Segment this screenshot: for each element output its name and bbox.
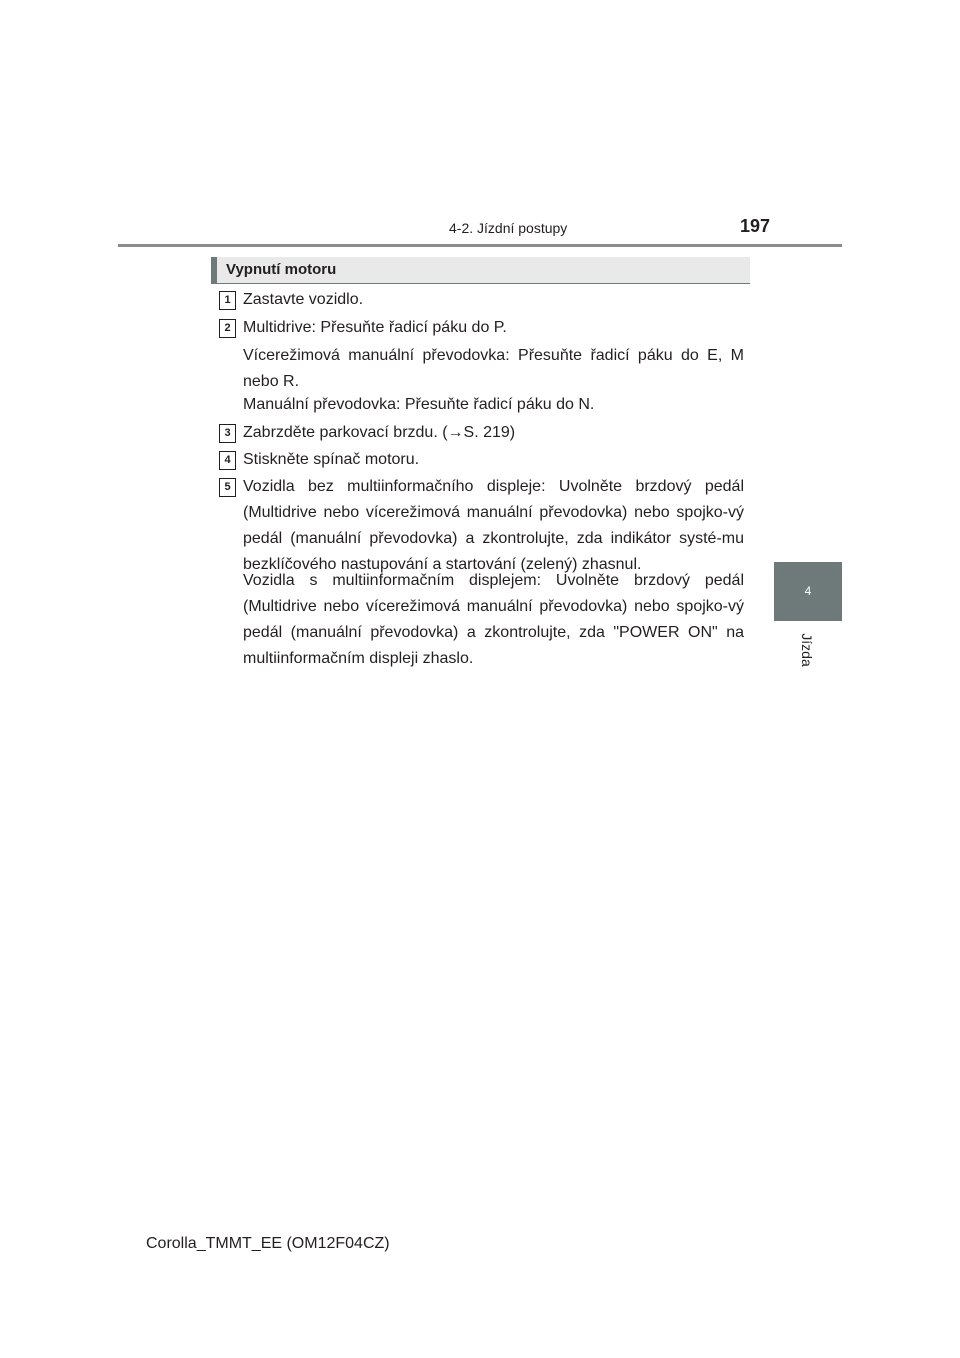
step-text-continuation: Vícerežimová manuální převodovka: Přesuňte řadicí páku do E, M nebo R. [243, 347, 744, 390]
step-number-badge: 1 [219, 291, 236, 310]
step-number-badge: 2 [219, 319, 236, 338]
step-text: Zastavte vozidlo. [243, 291, 364, 308]
running-header-section: 4-2. Jízdní postupy [449, 220, 568, 236]
step-number-badge: 5 [219, 478, 236, 497]
section-heading-accent [211, 257, 217, 283]
chapter-tab [774, 562, 842, 621]
header-divider [118, 244, 842, 247]
step-text-continuation: Vozidla s multiinformačním displejem: Uvolněte brzdový pedál (Multidrive nebo vícerežimová manuální převodovka) nebo spojko-vý pedál (manuální převodovka) a zkontrolujte, zda "POWER ON" na multiinformačním displeji zhaslo. [243, 572, 744, 667]
step-text: Zabrzděte parkovací brzdu. (→S. 219) [243, 424, 516, 441]
step-number-badge: 3 [219, 424, 236, 443]
chapter-side-label-text: Jízda [799, 633, 815, 667]
document-footer: Corolla_TMMT_EE (OM12F04CZ) [146, 1235, 390, 1252]
page-number: 197 [740, 216, 771, 236]
step-text: Vozidla bez multiinformačního displeje: Uvolněte brzdový pedál (Multidrive nebo vícerežimová manuální převodovka) nebo spojko-vý pedál (manuální převodovka) a zkontrolujte, zda indikátor systé-mu bezklíčového nastupování a startování (zelený) zhasnul. [243, 478, 744, 573]
chapter-side-label [797, 630, 817, 670]
step-text: Stiskněte spínač motoru. [243, 451, 420, 468]
step-text-continuation: Manuální převodovka: Přesuňte řadicí páku do N. [243, 396, 595, 413]
chapter-tab-number: 4 [804, 584, 812, 598]
section-heading-bar [211, 257, 750, 284]
step-number-badge: 4 [219, 451, 236, 470]
section-title: Vypnutí motoru [226, 261, 337, 278]
step-text: Multidrive: Přesuňte řadicí páku do P. [243, 319, 507, 336]
